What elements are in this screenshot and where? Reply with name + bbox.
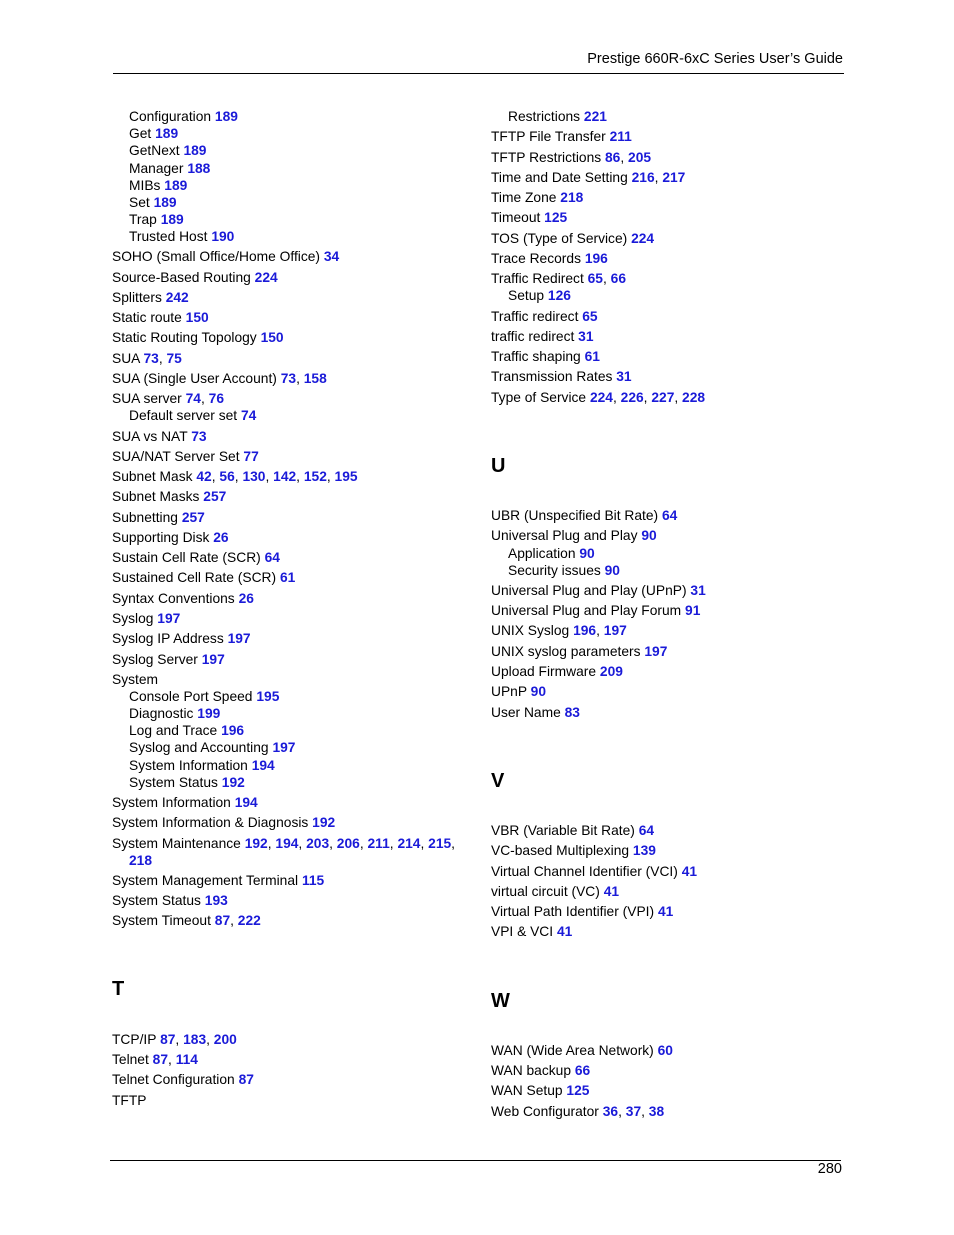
page-reference-link[interactable]: 38	[648, 1104, 665, 1119]
page-reference-link[interactable]: 189	[160, 212, 184, 227]
index-term: Type of Service	[491, 390, 587, 405]
index-entry	[491, 863, 697, 880]
index-term: GetNext	[129, 143, 180, 158]
index-entry: System Maintenance 192, 194, 203, 206, 211, 214, 215,	[112, 836, 456, 851]
index-term: MIBs	[129, 178, 161, 193]
index-entry	[491, 250, 608, 267]
index-term: Trace Records	[491, 251, 581, 266]
index-entry	[491, 527, 657, 544]
page-reference-link[interactable]: 196	[221, 723, 245, 738]
page-reference-link[interactable]: 86	[604, 150, 621, 165]
index-term: Transmission Rates	[491, 369, 613, 384]
index-term: UBR (Unspecified Bit Rate)	[491, 508, 659, 523]
page-reference-link[interactable]: 90	[530, 684, 546, 699]
index-term: Set	[129, 195, 150, 210]
index-entry	[491, 842, 656, 859]
index-term: Time Zone	[491, 190, 557, 205]
index-entry: Type of Service 224, 226, 227, 228	[491, 390, 706, 405]
index-term: Supporting Disk	[112, 530, 210, 545]
page-reference-link[interactable]: 224	[589, 390, 613, 405]
index-subentry	[129, 160, 210, 177]
index-subentry	[508, 108, 607, 125]
index-entry	[112, 1071, 254, 1088]
index-subentry	[129, 194, 177, 211]
page-reference-link[interactable]: 74	[240, 408, 257, 423]
index-term: TFTP	[112, 1093, 147, 1108]
page-reference-link[interactable]: 195	[334, 469, 358, 484]
page-reference-link[interactable]: 90	[604, 563, 620, 578]
index-term: Syslog Server	[112, 652, 198, 667]
index-term: Application	[508, 546, 576, 561]
page-reference-link[interactable]: 209	[599, 664, 623, 679]
page-reference-link[interactable]: 90	[579, 546, 595, 561]
index-entry	[491, 230, 654, 247]
page-reference-link[interactable]: 26	[213, 530, 229, 545]
page-reference-link[interactable]: 197	[644, 644, 668, 659]
index-term: System Status	[129, 775, 218, 790]
index-term: Syntax Conventions	[112, 591, 235, 606]
page-reference-link[interactable]: 199	[197, 706, 221, 721]
index-term: User Name	[491, 705, 561, 720]
index-term: Console Port Speed	[129, 689, 253, 704]
page-reference-link[interactable]: 115	[301, 873, 325, 888]
page-reference-link[interactable]: 142	[273, 469, 297, 484]
index-entry	[491, 189, 583, 206]
index-term: System Information & Diagnosis	[112, 815, 309, 830]
footer-rule	[110, 1160, 841, 1161]
page-reference-link[interactable]: 193	[204, 893, 228, 908]
index-term: Telnet Configuration	[112, 1072, 235, 1087]
page-reference-link[interactable]: 158	[303, 371, 327, 386]
index-term: Syslog IP Address	[112, 631, 224, 646]
page-reference-link[interactable]: 200	[213, 1032, 237, 1047]
index-subentry	[129, 774, 245, 791]
index-term: Universal Plug and Play	[491, 528, 638, 543]
page-reference-link[interactable]: 61	[279, 570, 296, 585]
index-term: UNIX Syslog	[491, 623, 570, 638]
index-term: WAN (Wide Area Network)	[491, 1043, 654, 1058]
page-reference-link[interactable]: 91	[685, 603, 701, 618]
index-entry	[112, 1092, 147, 1109]
page-reference-link[interactable]: 215	[428, 836, 452, 851]
index-term: Sustain Cell Rate (SCR)	[112, 550, 261, 565]
index-entry	[491, 507, 677, 524]
page-reference-link[interactable]: 197	[157, 611, 181, 626]
index-entry	[112, 329, 284, 346]
index-entry: SUA 73, 75	[112, 351, 182, 366]
index-subentry	[508, 287, 571, 304]
index-term: Default server set	[129, 408, 238, 423]
page-reference-link[interactable]: 60	[657, 1043, 673, 1058]
index-term: Configuration	[129, 109, 212, 124]
index-entry: System Timeout 87, 222	[112, 913, 261, 928]
page-reference-link[interactable]: 36	[602, 1104, 619, 1119]
page-reference-link[interactable]: 195	[256, 689, 280, 704]
page-reference-link[interactable]: 150	[260, 330, 284, 345]
index-term: SUA	[112, 351, 140, 366]
index-term: Security issues	[508, 563, 601, 578]
page-reference-link[interactable]: 126	[547, 288, 571, 303]
index-term: VPI & VCI	[491, 924, 554, 939]
index-subentry	[508, 545, 595, 562]
index-entry	[112, 651, 225, 668]
page-reference-link[interactable]: 192	[312, 815, 336, 830]
index-entry: SUA (Single User Account) 73, 158	[112, 371, 327, 386]
index-term: Get	[129, 126, 152, 141]
index-term: Manager	[129, 161, 184, 176]
page-reference-link[interactable]: 139	[632, 843, 656, 858]
page-reference-link[interactable]: 183	[183, 1032, 207, 1047]
page-reference-link[interactable]: 189	[214, 109, 238, 124]
page-reference-link[interactable]: 192	[221, 775, 245, 790]
index-entry	[491, 1082, 589, 1099]
page-reference-link[interactable]: 228	[682, 390, 706, 405]
page-reference-link[interactable]: 189	[164, 178, 188, 193]
index-term: Static Routing Topology	[112, 330, 257, 345]
index-term: WAN backup	[491, 1063, 571, 1078]
index-term: Subnetting	[112, 510, 178, 525]
page-reference-link[interactable]: 218	[129, 853, 153, 868]
index-entry	[112, 509, 205, 526]
page-reference-link[interactable]: 211	[367, 836, 390, 851]
index-entry	[491, 1042, 673, 1059]
page-reference-link[interactable]: 90	[641, 528, 657, 543]
index-subentry	[129, 177, 187, 194]
page-reference-link[interactable]: 114	[175, 1052, 198, 1067]
page-reference-link[interactable]: 26	[238, 591, 254, 606]
page-reference-link[interactable]: 65	[587, 271, 603, 286]
index-term: SOHO (Small Office/Home Office)	[112, 249, 321, 264]
page-reference-link[interactable]: 77	[243, 449, 259, 464]
index-entry	[491, 128, 632, 145]
index-term: TFTP Restrictions	[491, 150, 602, 165]
index-term: Source-Based Routing	[112, 270, 251, 285]
index-entry	[112, 448, 259, 465]
page-reference-link[interactable]: 189	[155, 126, 179, 141]
index-entry: Telnet 87, 114	[112, 1052, 198, 1067]
index-term: SUA vs NAT	[112, 429, 188, 444]
page-reference-link[interactable]: 224	[254, 270, 278, 285]
page-reference-link[interactable]: 87	[152, 1052, 169, 1067]
index-entry	[491, 903, 673, 920]
index-term: Telnet	[112, 1052, 149, 1067]
index-subentry	[129, 108, 238, 125]
running-header-title: Prestige 660R-6xC Series User’s Guide	[587, 51, 843, 67]
index-subentry	[129, 407, 256, 424]
section-letter-heading: V	[491, 770, 505, 792]
page-reference-link[interactable]: 73	[191, 429, 207, 444]
index-entry	[112, 289, 189, 306]
index-entry	[112, 630, 251, 647]
index-entry	[491, 308, 598, 325]
page-reference-link[interactable]: 197	[272, 740, 296, 755]
page-reference-link[interactable]: 197	[603, 623, 627, 638]
index-term: Traffic redirect	[491, 309, 579, 324]
page-reference-link[interactable]: 125	[544, 210, 568, 225]
index-term: Subnet Mask	[112, 469, 193, 484]
page-reference-link[interactable]: 73	[280, 371, 297, 386]
page-reference-link[interactable]: 194	[234, 795, 258, 810]
index-term: VC-based Multiplexing	[491, 843, 630, 858]
page-reference-link[interactable]: 150	[185, 310, 209, 325]
section-letter-heading: U	[491, 455, 506, 477]
page-reference-link[interactable]: 196	[584, 251, 608, 266]
index-entry	[112, 610, 180, 627]
index-entry	[491, 602, 700, 619]
index-entry: TCP/IP 87, 183, 200	[112, 1032, 237, 1047]
page-reference-link[interactable]: 66	[610, 271, 627, 286]
index-entry	[491, 1062, 590, 1079]
page-reference-link[interactable]: 73	[143, 351, 159, 366]
page-reference-link[interactable]: 125	[566, 1083, 590, 1098]
index-subentry	[129, 228, 234, 245]
page-reference-link[interactable]: 205	[628, 150, 652, 165]
page-reference-link[interactable]: 74	[185, 391, 201, 406]
index-entry	[112, 549, 280, 566]
page-reference-link[interactable]: 37	[625, 1104, 642, 1119]
header-rule	[113, 73, 844, 74]
page-reference-link[interactable]: 194	[251, 758, 275, 773]
page-reference-link[interactable]: 76	[208, 391, 225, 406]
page-reference-link[interactable]: 34	[323, 249, 340, 264]
index-entry	[491, 582, 706, 599]
index-entry	[112, 794, 258, 811]
index-entry	[491, 883, 619, 900]
index-entry: Time and Date Setting 216, 217	[491, 170, 686, 185]
index-entry	[112, 814, 335, 831]
index-subentry	[129, 722, 244, 739]
index-subentry	[508, 562, 620, 579]
page-number: 280	[817, 1161, 842, 1177]
page-reference-link[interactable]: 152	[303, 469, 327, 484]
index-term: System Status	[112, 893, 201, 908]
page-reference-link[interactable]: 64	[638, 823, 655, 838]
index-term: System	[112, 672, 158, 687]
page-reference-link[interactable]: 41	[556, 924, 573, 939]
index-term: Log and Trace	[129, 723, 218, 738]
index-term: Traffic Redirect	[491, 271, 584, 286]
page-reference-link[interactable]: 227	[651, 390, 675, 405]
index-entry: Web Configurator 36, 37, 38	[491, 1104, 665, 1119]
page-reference-link[interactable]: 216	[631, 170, 655, 185]
index-term: Traffic shaping	[491, 349, 581, 364]
index-entry: Subnet Mask 42, 56, 130, 142, 152, 195	[112, 469, 358, 484]
index-term: TOS (Type of Service)	[491, 231, 628, 246]
index-term: Static route	[112, 310, 182, 325]
page-reference-link[interactable]: 242	[165, 290, 189, 305]
index-entry	[491, 643, 667, 660]
page-reference-link[interactable]: 188	[187, 161, 211, 176]
page-reference-link[interactable]: 214	[397, 836, 421, 851]
index-term: System Maintenance	[112, 836, 241, 851]
page-reference-link[interactable]: 42	[196, 469, 212, 484]
index-term: Timeout	[491, 210, 541, 225]
index-subentry	[129, 211, 184, 228]
index-term: Syslog and Accounting	[129, 740, 269, 755]
index-term: System Timeout	[112, 913, 211, 928]
page-reference-link[interactable]: 87	[238, 1072, 254, 1087]
index-entry	[491, 348, 600, 365]
page-reference-link[interactable]: 226	[620, 390, 644, 405]
index-subentry	[129, 705, 220, 722]
page-reference-link[interactable]: 83	[564, 705, 580, 720]
index-term: TCP/IP	[112, 1032, 157, 1047]
page-reference-link[interactable]: 41	[657, 904, 674, 919]
page-reference-link[interactable]: 41	[603, 884, 620, 899]
index-entry	[112, 872, 324, 889]
index-term: virtual circuit (VC)	[491, 884, 600, 899]
index-term: System Management Terminal	[112, 873, 299, 888]
index-term: Trusted Host	[129, 229, 208, 244]
page-reference-link[interactable]: 224	[631, 231, 655, 246]
index-entry	[491, 663, 623, 680]
index-term: Splitters	[112, 290, 162, 305]
index-subentry	[129, 142, 206, 159]
page-reference-link[interactable]: 87	[160, 1032, 176, 1047]
index-term: System Information	[129, 758, 248, 773]
index-term: Web Configurator	[491, 1104, 599, 1119]
section-letter-heading: W	[491, 990, 510, 1012]
index-entry	[112, 671, 158, 688]
index-entry	[491, 368, 632, 385]
page-reference-link[interactable]: 64	[662, 508, 678, 523]
index-entry	[491, 683, 546, 700]
index-entry	[491, 328, 594, 345]
page-reference-link[interactable]: 130	[242, 469, 266, 484]
page-reference-link[interactable]: 221	[583, 109, 607, 124]
page-reference-link[interactable]: 206	[336, 836, 360, 851]
page-reference-link[interactable]: 211	[609, 129, 632, 144]
index-entry	[112, 248, 339, 265]
index-term: Setup	[508, 288, 545, 303]
index-term: UNIX syslog parameters	[491, 644, 641, 659]
page-reference-link[interactable]: 217	[662, 170, 686, 185]
index-term: Syslog	[112, 611, 154, 626]
page-reference-link[interactable]: 31	[690, 583, 706, 598]
index-subentry	[129, 688, 279, 705]
page-reference-link[interactable]: 197	[227, 631, 251, 646]
index-term: Trap	[129, 212, 157, 227]
page-reference-link[interactable]: 257	[203, 489, 227, 504]
page-reference-link[interactable]: 189	[183, 143, 207, 158]
index-entry: Traffic Redirect 65, 66	[491, 271, 627, 286]
page-reference-link[interactable]: 194	[275, 836, 299, 851]
page-reference-link[interactable]: 197	[201, 652, 225, 667]
page-reference-link[interactable]: 31	[578, 329, 594, 344]
page-reference-link[interactable]: 192	[244, 836, 268, 851]
index-term: UPnP	[491, 684, 527, 699]
index-term: System Information	[112, 795, 231, 810]
index-entry	[112, 309, 209, 326]
index-entry	[491, 822, 654, 839]
index-term: Restrictions	[508, 109, 581, 124]
index-term: SUA (Single User Account)	[112, 371, 277, 386]
index-term: Subnet Masks	[112, 489, 200, 504]
index-entry	[112, 488, 226, 505]
index-term: TFTP File Transfer	[491, 129, 606, 144]
index-entry	[112, 269, 278, 286]
page-reference-link[interactable]: 257	[181, 510, 205, 525]
index-entry: UNIX Syslog 196, 197	[491, 623, 627, 638]
index-term: Time and Date Setting	[491, 170, 628, 185]
index-entry: TFTP Restrictions 86, 205	[491, 150, 652, 165]
page-reference-link[interactable]: 189	[153, 195, 177, 210]
index-term: Upload Firmware	[491, 664, 597, 679]
index-term: Universal Plug and Play Forum	[491, 603, 682, 618]
index-entry	[491, 923, 572, 940]
index-entry: SUA server 74, 76	[112, 391, 225, 406]
index-term: traffic redirect	[491, 329, 575, 344]
index-term: SUA server	[112, 391, 182, 406]
page-reference-link[interactable]: 222	[237, 913, 261, 928]
index-term: Virtual Channel Identifier (VCI)	[491, 864, 678, 879]
page-reference-link[interactable]: 31	[616, 369, 632, 384]
index-term: Diagnostic	[129, 706, 194, 721]
page-reference-link[interactable]: 65	[582, 309, 598, 324]
page-reference-link[interactable]: 218	[560, 190, 584, 205]
index-entry	[491, 209, 567, 226]
index-entry	[491, 704, 580, 721]
index-subentry	[129, 125, 178, 142]
page-reference-link[interactable]: 196	[573, 623, 597, 638]
index-term: Virtual Path Identifier (VPI)	[491, 904, 655, 919]
index-term: WAN Setup	[491, 1083, 563, 1098]
page-reference-link[interactable]: 87	[214, 913, 231, 928]
index-entry	[112, 529, 229, 546]
index-term: SUA/NAT Server Set	[112, 449, 240, 464]
page-reference-link[interactable]: 41	[681, 864, 698, 879]
index-entry	[112, 590, 254, 607]
page-reference-link[interactable]: 190	[211, 229, 235, 244]
page-reference-link[interactable]: 66	[574, 1063, 591, 1078]
index-subentry	[129, 757, 275, 774]
index-term: Universal Plug and Play (UPnP)	[491, 583, 687, 598]
page-reference-link[interactable]: 203	[306, 836, 330, 851]
page-reference-link[interactable]: 56	[219, 469, 235, 484]
index-entry	[112, 892, 228, 909]
page-reference-link[interactable]: 75	[166, 351, 182, 366]
page-reference-link[interactable]: 61	[584, 349, 600, 364]
index-entry-continuation	[129, 852, 152, 869]
page-reference-link[interactable]: 64	[264, 550, 280, 565]
index-entry	[112, 569, 295, 586]
index-term: VBR (Variable Bit Rate)	[491, 823, 635, 838]
index-entry	[112, 428, 207, 445]
section-letter-heading: T	[112, 978, 125, 1000]
index-subentry	[129, 739, 295, 756]
index-term: Sustained Cell Rate (SCR)	[112, 570, 277, 585]
